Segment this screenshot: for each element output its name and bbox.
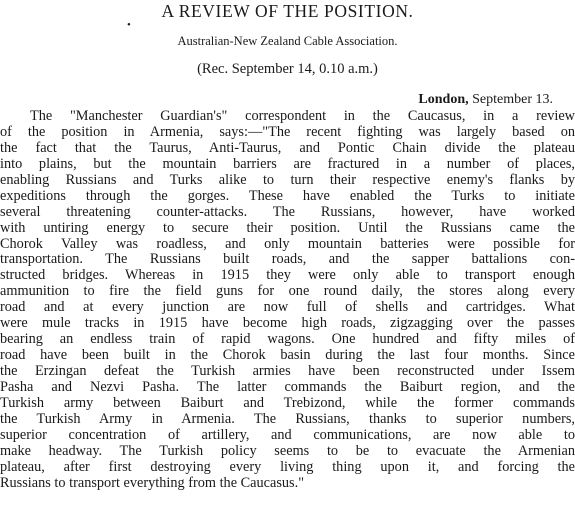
article-line: Turkish army between Baiburt and Trebizond, while the former commands bbox=[0, 395, 575, 411]
article-body bbox=[0, 109, 575, 492]
article-line: transportation. The Russians built roads, and the sapper battalions con- bbox=[0, 252, 575, 268]
bullet-dot-icon: • bbox=[127, 19, 131, 31]
article-line: the fact that the Taurus, Anti-Taurus, and Pontic Chain divide the plateau bbox=[0, 140, 575, 156]
article-line: make headway. The Turkish policy seems to be to evacuate the Armenian bbox=[0, 443, 575, 459]
dateline-date: September 13. bbox=[472, 92, 553, 107]
article-line: ammunition to fire the field guns for one round daily, the stores along every bbox=[0, 284, 575, 300]
article-line: into plains, but the mountain barriers are fractured in a number of places, bbox=[0, 156, 575, 172]
dateline-place: London, bbox=[418, 92, 469, 107]
article-line: the Erzingan defeat the Turkish armies have been reconstructed under Issem bbox=[0, 364, 575, 379]
article-line: Pasha and Nezvi Pasha. The latter commands the Baiburt region, and the bbox=[0, 379, 575, 395]
received-time: (Rec. September 14, 0.10 a.m.) bbox=[197, 61, 378, 77]
article-line: structed bridges. Whereas in 1915 they were only able to transport enough bbox=[0, 268, 575, 284]
article-line: road and at every junction are now full of shells and cartridges. What bbox=[0, 300, 575, 316]
dateline bbox=[418, 91, 553, 109]
byline: Australian-New Zealand Cable Association. bbox=[177, 34, 398, 48]
article-line: Chorok Valley was roadless, and only mountain batteries were possible for bbox=[0, 236, 575, 252]
article-line: plateau, after first destroying every living thing upon it, and forcing the bbox=[0, 459, 575, 475]
article-line: superior concentration of artillery, and communications, are now able to bbox=[0, 427, 575, 443]
headline: A REVIEW OF THE POSITION. bbox=[161, 1, 414, 21]
article-line: of the position in Armenia, says:—"The recent fighting was largely based on bbox=[0, 124, 575, 140]
article-line: several threatening counter-attacks. The Russians, however, have worked bbox=[0, 204, 575, 220]
article-line: road have been built in the Chorok basin during the last four months. Since bbox=[0, 348, 575, 364]
article-line: expeditions through the gorges. These have enabled the Turks to initiate bbox=[0, 188, 575, 204]
article-line: with untiring energy to secure their position. Until the Russians came the bbox=[0, 220, 575, 236]
article-line: were mule tracks in 1915 have become high roads, zigzagging over the passes bbox=[0, 316, 575, 332]
article-line: Russians to transport everything from the Caucasus." bbox=[0, 475, 305, 491]
article-line: the Turkish Army in Armenia. The Russians, thanks to superior numbers, bbox=[0, 411, 575, 427]
article-line: bearing an endless train of rapid wagons. One hundred and fifty miles of bbox=[0, 332, 575, 348]
article-line: enabling Russians and Turks alike to turn their respective enemy's flanks by bbox=[0, 172, 575, 188]
article-line: The "Manchester Guardian's" correspondent in the Caucasus, in a review bbox=[30, 109, 575, 124]
